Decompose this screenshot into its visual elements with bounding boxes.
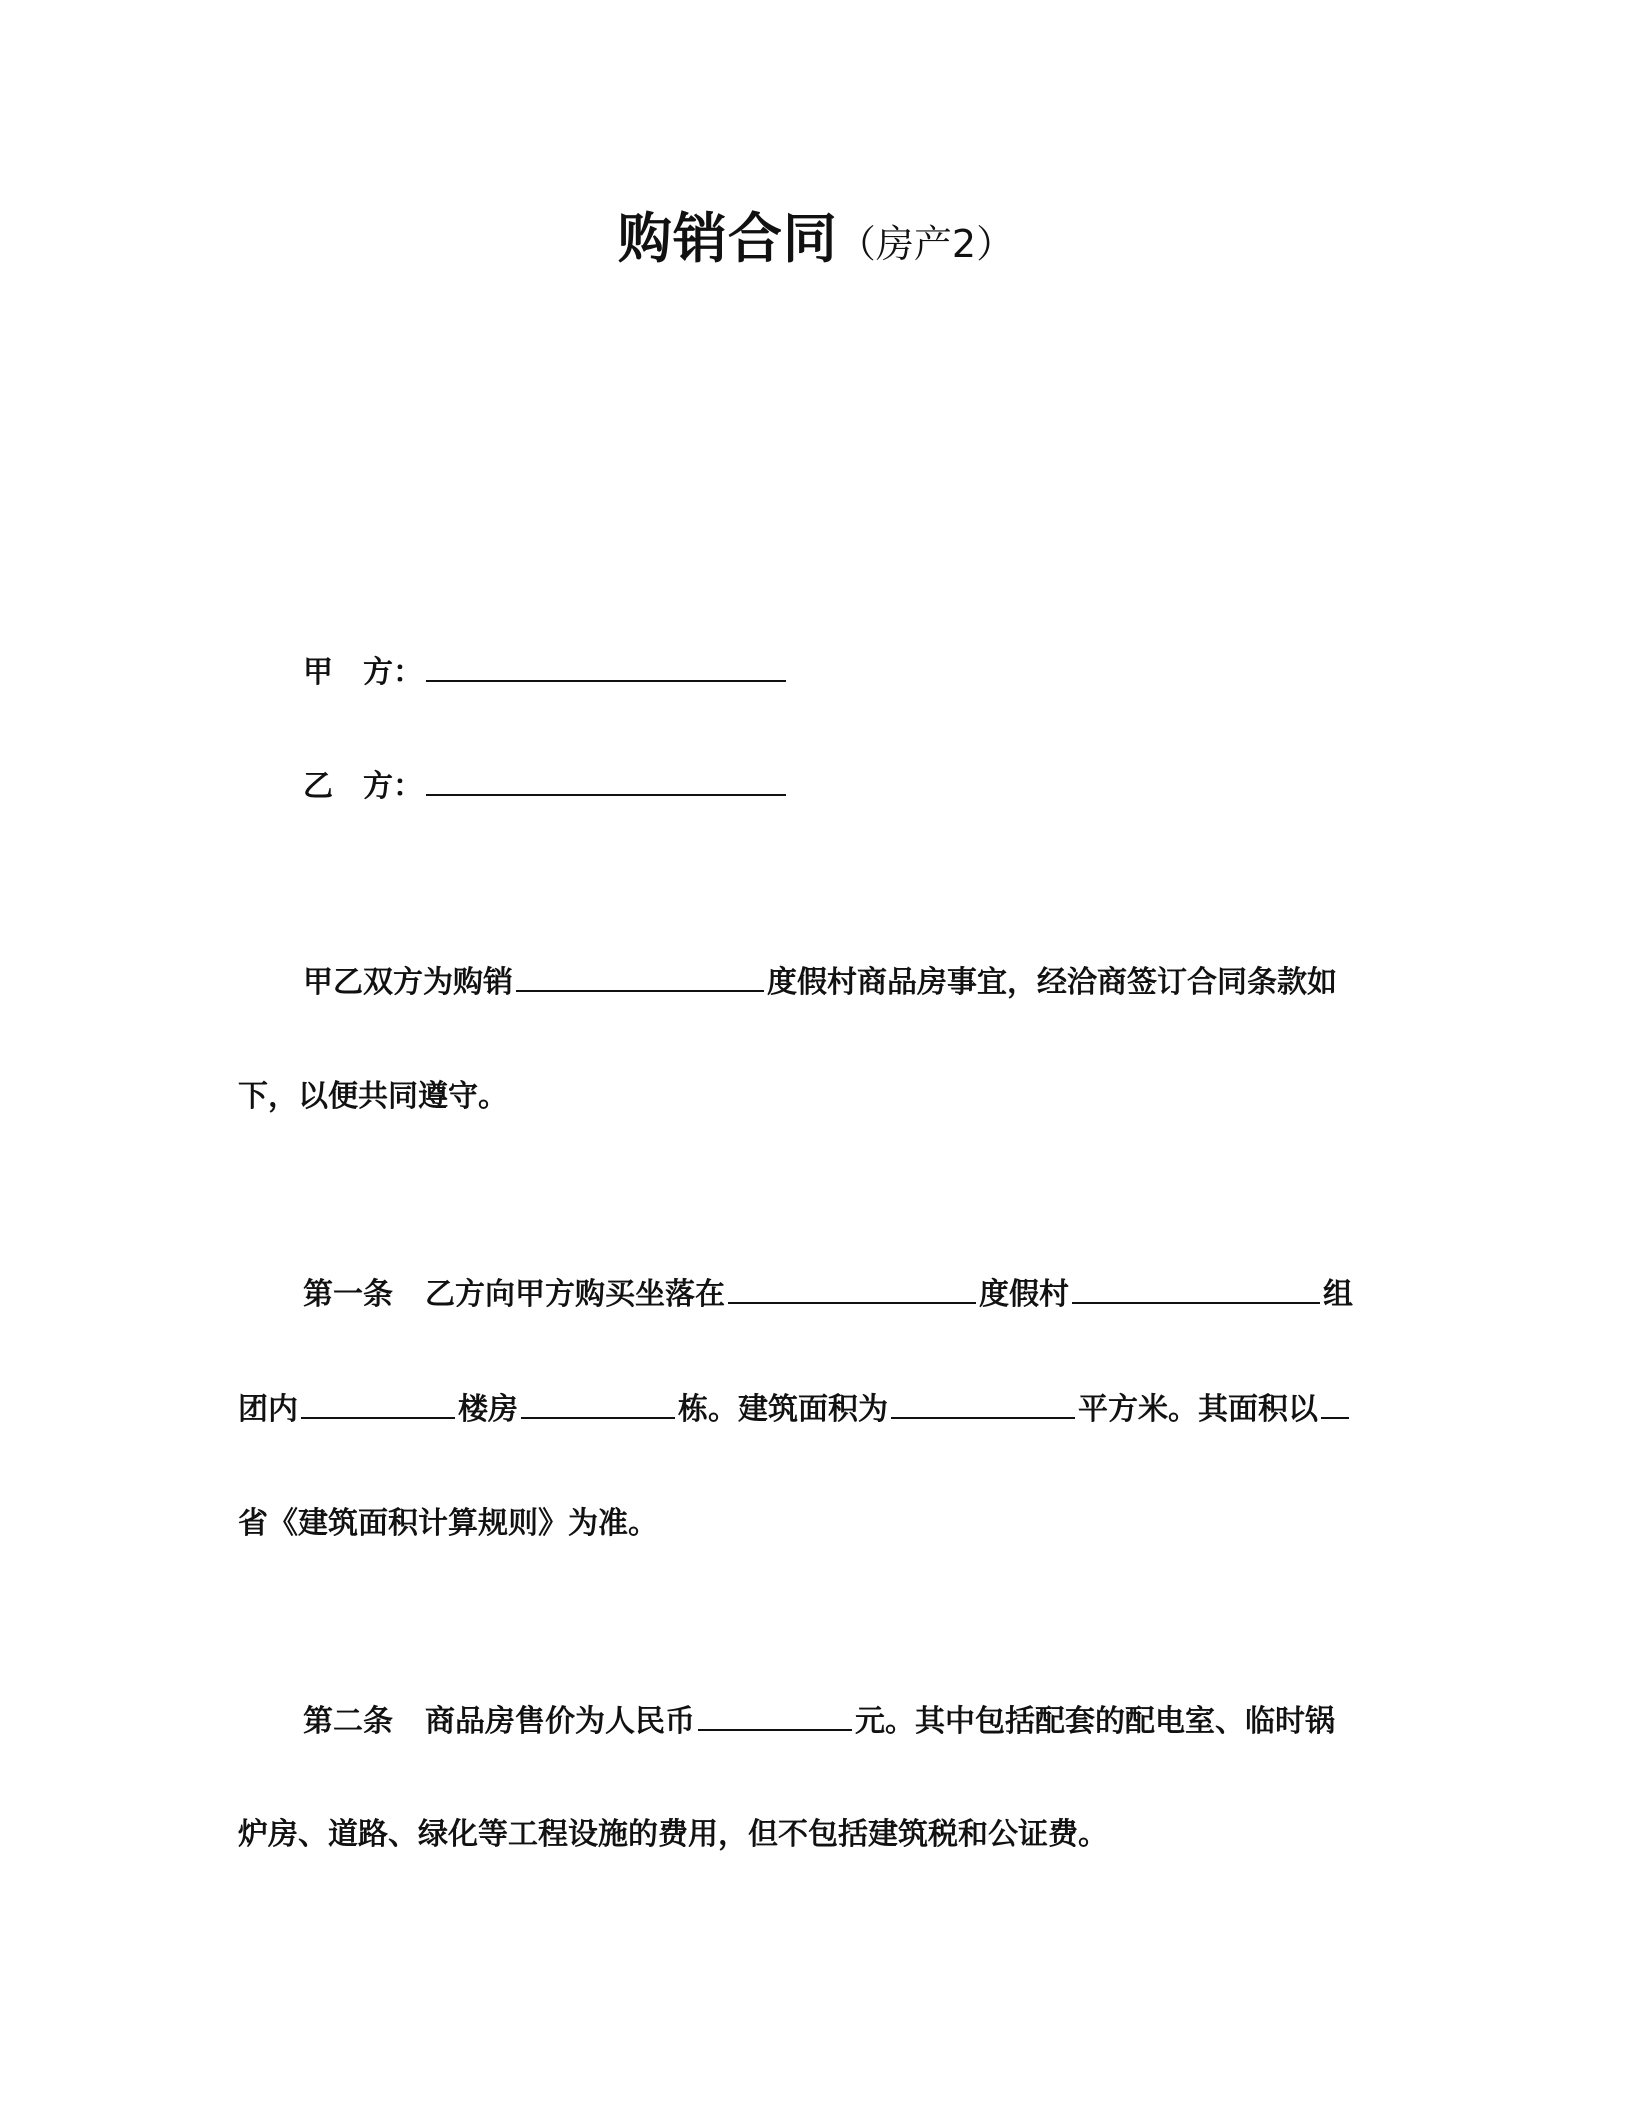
intro-line-1 xyxy=(303,960,1337,1005)
intro-text-1: 甲乙双方为购销 xyxy=(303,965,513,1000)
article-1-text-1: 乙方向甲方购买坐落在 xyxy=(425,1277,725,1312)
group-blank[interactable] xyxy=(1072,1272,1320,1304)
article-1-text-8: 省《建筑面积计算规则》为准。 xyxy=(238,1506,658,1541)
article-2-text-3: 炉房、道路、绿化等工程设施的费用，但不包括建筑税和公证费。 xyxy=(238,1817,1108,1852)
title-main: 购销合同 xyxy=(617,207,838,270)
article-1-text-3: 组 xyxy=(1323,1277,1353,1312)
article-1-line-3 xyxy=(238,1502,658,1546)
unit-count-blank[interactable] xyxy=(521,1387,675,1419)
article-2-line-1 xyxy=(303,1699,1335,1744)
article-1-heading: 第一条 xyxy=(303,1277,393,1312)
article-1-text-4: 团内 xyxy=(238,1392,298,1427)
article-1-text-2: 度假村 xyxy=(979,1277,1069,1312)
building-blank[interactable] xyxy=(301,1387,455,1419)
party-a-label: 甲 方： xyxy=(303,655,423,690)
article-1-text-7: 平方米。其面积以 xyxy=(1078,1392,1318,1427)
intro-line-2 xyxy=(238,1075,508,1119)
article-1-text-6: 栋。建筑面积为 xyxy=(678,1392,888,1427)
article-1-line-1 xyxy=(303,1272,1353,1317)
intro-text-3: 下，以便共同遵守。 xyxy=(238,1079,508,1114)
party-a-line xyxy=(303,650,789,695)
title-sub: （房产2） xyxy=(837,222,1015,266)
area-blank[interactable] xyxy=(891,1387,1075,1419)
province-blank[interactable] xyxy=(1321,1387,1349,1419)
article-2-text-1: 商品房售价为人民币 xyxy=(425,1704,695,1739)
article-1-line-2 xyxy=(238,1387,1352,1432)
page-title xyxy=(0,196,1632,273)
party-b-line xyxy=(303,764,789,809)
resort-name-blank[interactable] xyxy=(516,960,764,992)
article-2-heading: 第二条 xyxy=(303,1704,393,1739)
intro-text-2: 度假村商品房事宜，经洽商签订合同条款如 xyxy=(767,965,1337,1000)
location-blank[interactable] xyxy=(728,1272,976,1304)
article-2-line-2 xyxy=(238,1813,1108,1857)
party-b-label: 乙 方： xyxy=(303,769,423,804)
party-b-blank[interactable] xyxy=(426,764,786,796)
party-a-blank[interactable] xyxy=(426,650,786,682)
article-2-text-2: 元。其中包括配套的配电室、临时锅 xyxy=(855,1704,1335,1739)
price-blank[interactable] xyxy=(698,1699,852,1731)
article-1-text-5: 楼房 xyxy=(458,1392,518,1427)
